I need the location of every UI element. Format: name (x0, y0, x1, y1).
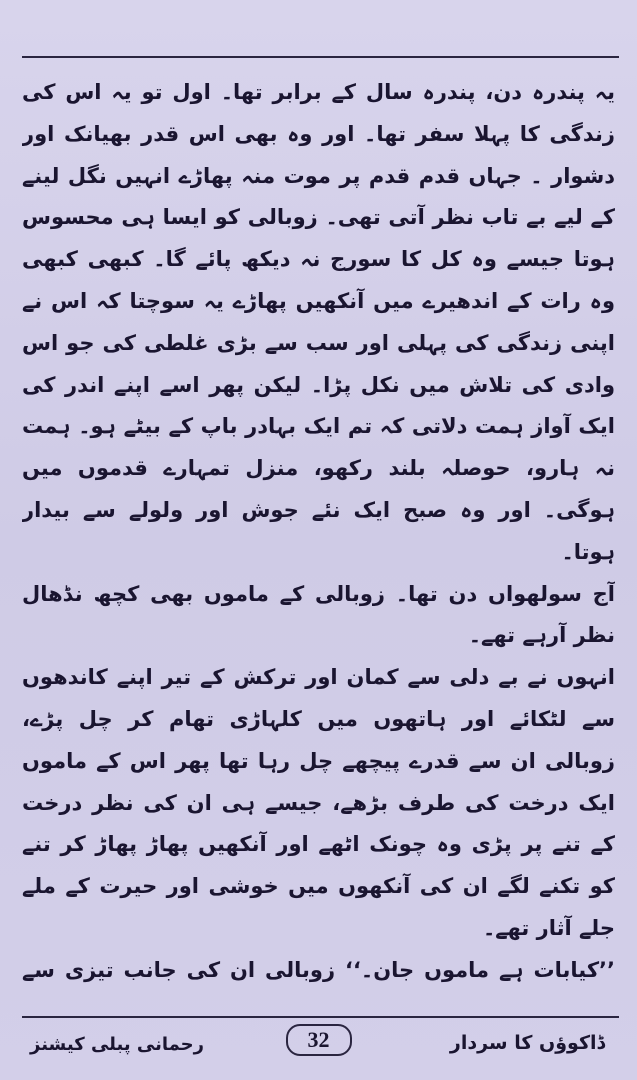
paragraph: انہوں نے بے دلی سے کمان اور ترکش کے تیر اپنے کاندھوں سے لٹکائے اور ہاتھوں میں کلہاڑی تھام کر چل پڑے، زوبالی ان سے قدرے پیچھے چل رہا تھا پھر اس کے ماموں ایک درخت کی طرف بڑھے، جیسے ہی ان کی نظر درخت کے تنے پر پڑی وہ چونک اٹھے اور آنکھیں پھاڑ پھاڑ کر تنے کو تکنے لگے ان کی آنکھوں میں خوشی اور حیرت کے ملے جلے آثار تھے۔ (22, 665, 615, 940)
paragraph: یہ پندرہ دن، پندرہ سال کے برابر تھا۔ اول تو یہ اس کی زندگی کا پہلا سفر تھا۔ اور وہ بھی اس قدر بھیانک اور دشوار ۔ جہاں قدم قدم پر موت منہ پھاڑے انہیں نگل لینے کے لیے بے تاب نظر آتی تھی۔ زوبالی کو ایسا ہی محسوس ہوتا جیسے وہ کل کا سورج نہ دیکھ پائے گا۔ کبھی کبھی وہ رات کے اندھیرے میں آنکھیں پھاڑے یہ سوچتا کہ اس نے اپنی زندگی کی پہلی اور سب سے بڑی غلطی کی جو اس وادی کی تلاش میں نکل پڑا۔ لیکن پھر اسے اپنے اندر کی ایک آواز ہمت دلاتی کہ تم ایک بہادر باپ کے بیٹے ہو۔ ہمت نہ ہارو، حوصلہ بلند رکھو، منزل تمہارے قدموں میں ہوگی۔ اور وہ صبح ایک نئے جوش اور ولولے سے بیدار ہوتا۔ (22, 80, 615, 564)
book-title: ڈاکوؤں کا سردار (449, 1032, 605, 1054)
body-text (22, 72, 615, 988)
header-rule (22, 56, 619, 58)
page-footer (22, 1022, 615, 1066)
page-number: 32 (286, 1024, 352, 1056)
footer-rule (22, 1016, 619, 1018)
publisher-name: رحمانی پبلی کیشنز (30, 1034, 205, 1055)
paragraph: ’’کیابات ہے ماموں جان۔‘‘ زوبالی ان کی جانب تیزی سے (22, 957, 615, 982)
paragraph: آج سولھواں دن تھا۔ زوبالی کے ماموں بھی کچھ نڈھال نظر آرہے تھے۔ (22, 581, 615, 648)
